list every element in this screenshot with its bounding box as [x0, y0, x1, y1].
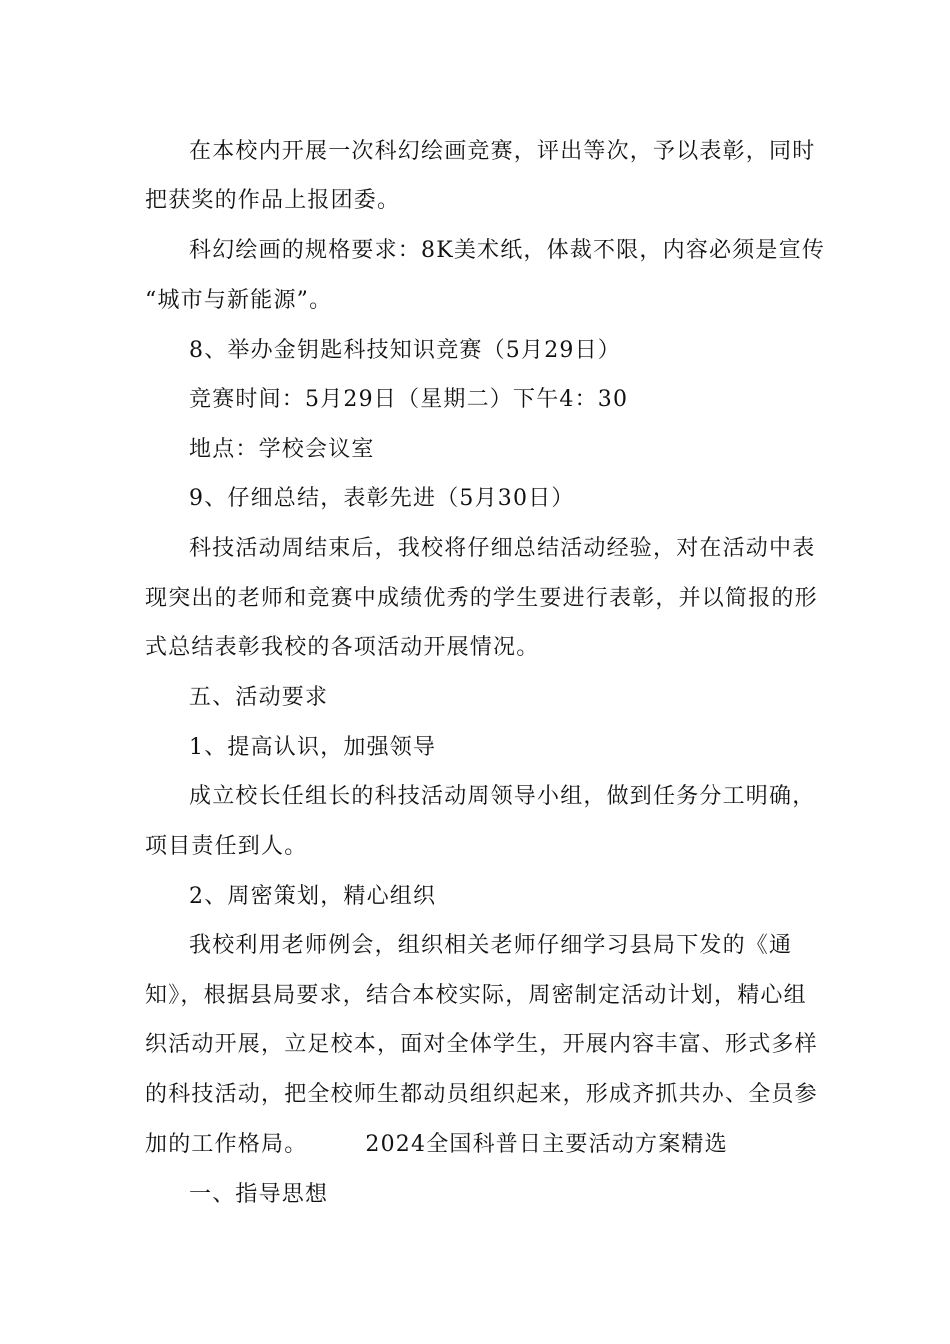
paragraph-line: 的科技活动，把全校师生都动员组织起来，形成齐抓共办、全员参	[145, 1082, 818, 1107]
section-heading: 五、活动要求	[189, 685, 329, 710]
paragraph-line: 科技活动周结束后，我校将仔细总结活动经验，对在活动中表	[189, 536, 816, 561]
section-heading: 一、指导思想	[189, 1182, 329, 1207]
paragraph-line: “城市与新能源”。	[145, 288, 333, 313]
section-heading: 9、仔细总结，表彰先进（5月30日）	[189, 486, 575, 511]
document-title: 2024全国科普日主要活动方案精选	[365, 1132, 728, 1157]
section-heading: 8、举办金钥匙科技知识竞赛（5月29日）	[189, 338, 621, 363]
paragraph-end-text: 加的工作格局。	[145, 1132, 308, 1157]
paragraph-line	[145, 1130, 815, 1160]
paragraph-line: 竞赛时间：5月29日（星期二）下午4：30	[189, 387, 629, 412]
subsection-heading: 2、周密策划，精心组织	[189, 884, 437, 909]
paragraph-line: 地点：学校会议室	[189, 437, 375, 462]
paragraph-line: 我校利用老师例会，组织相关老师仔细学习县局下发的《通	[189, 933, 793, 958]
subsection-heading: 1、提高认识，加强领导	[189, 735, 437, 760]
paragraph-line: 把获奖的作品上报团委。	[145, 188, 401, 213]
paragraph-line: 现突出的老师和竞赛中成绩优秀的学生要进行表彰，并以简报的形	[145, 586, 818, 611]
paragraph-line: 在本校内开展一次科幻绘画竞赛，评出等次，予以表彰，同时	[189, 139, 816, 164]
paragraph-line: 成立校长任组长的科技活动周领导小组，做到任务分工明确，	[189, 784, 816, 809]
paragraph-line: 科幻绘画的规格要求：8K美术纸，体裁不限，内容必须是宣传	[189, 238, 826, 263]
paragraph-line: 织活动开展，立足校本，面对全体学生，开展内容丰富、形式多样	[145, 1032, 818, 1057]
paragraph-line: 项目责任到人。	[145, 834, 308, 859]
paragraph-line: 式总结表彰我校的各项活动开展情况。	[145, 635, 540, 660]
paragraph-line: 知》，根据县局要求，结合本校实际，周密制定活动计划，精心组	[145, 983, 807, 1008]
